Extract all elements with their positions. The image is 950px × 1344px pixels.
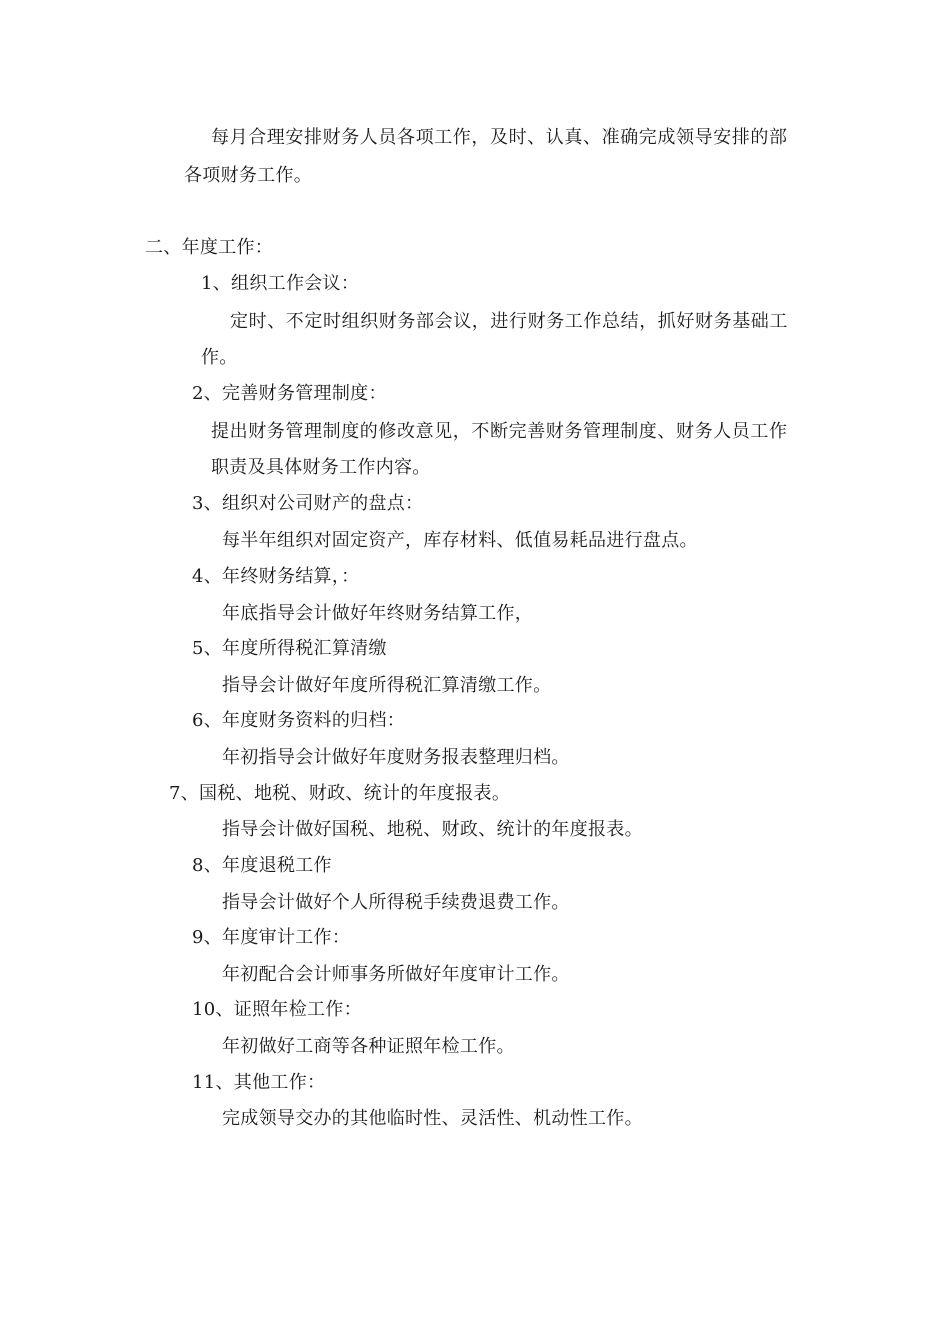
item-5-heading: 5、年度所得税汇算清缴 <box>192 638 387 659</box>
item-7-heading: 7、国税、地税、财政、统计的年度报表。 <box>169 783 511 804</box>
item-8-heading: 8、年度退税工作 <box>192 855 332 876</box>
item-1-desc-line-2: 作。 <box>201 347 238 368</box>
item-2-desc-line-2: 职责及具体财务工作内容。 <box>211 457 431 478</box>
item-2-desc-line-1: 提出财务管理制度的修改意见，不断完善财务管理制度、财务人员工作 <box>211 421 788 442</box>
item-1-heading: 1、组织工作会议： <box>201 273 360 294</box>
item-10-desc: 年初做好工商等各种证照年检工作。 <box>222 1036 515 1057</box>
item-8-desc: 指导会计做好个人所得税手续费退费工作。 <box>222 892 570 913</box>
item-6-heading: 6、年度财务资料的归档： <box>192 710 406 731</box>
item-6-desc: 年初指导会计做好年度财务报表整理归档。 <box>222 747 570 768</box>
item-11-desc: 完成领导交办的其他临时性、灵活性、机动性工作。 <box>222 1108 643 1129</box>
item-2-heading: 2、完善财务管理制度： <box>192 383 387 404</box>
item-3-heading: 3、组织对公司财产的盘点： <box>192 493 424 514</box>
item-4-desc: 年底指导会计做好年终财务结算工作， <box>222 603 534 624</box>
item-5-desc: 指导会计做好年度所得税汇算清缴工作。 <box>222 675 552 696</box>
section-title: 二、年度工作： <box>145 237 274 258</box>
item-9-heading: 9、年度审计工作： <box>192 927 351 948</box>
intro-paragraph-line-2: 各项财务工作。 <box>184 165 313 186</box>
item-10-heading: 10、证照年检工作： <box>192 999 362 1020</box>
item-11-heading: 11、其他工作： <box>192 1072 326 1093</box>
item-1-desc-line-1: 定时、不定时组织财务部会议，进行财务工作总结，抓好财务基础工 <box>230 311 788 332</box>
item-4-heading: 4、年终财务结算，： <box>192 566 360 587</box>
item-7-desc: 指导会计做好国税、地税、财政、统计的年度报表。 <box>222 819 643 840</box>
item-9-desc: 年初配合会计师事务所做好年度审计工作。 <box>222 964 570 985</box>
item-3-desc: 每半年组织对固定资产，库存材料、低值易耗品进行盘点。 <box>222 530 698 551</box>
intro-paragraph-line-1: 每月合理安排财务人员各项工作，及时、认真、准确完成领导安排的部 <box>211 127 788 148</box>
